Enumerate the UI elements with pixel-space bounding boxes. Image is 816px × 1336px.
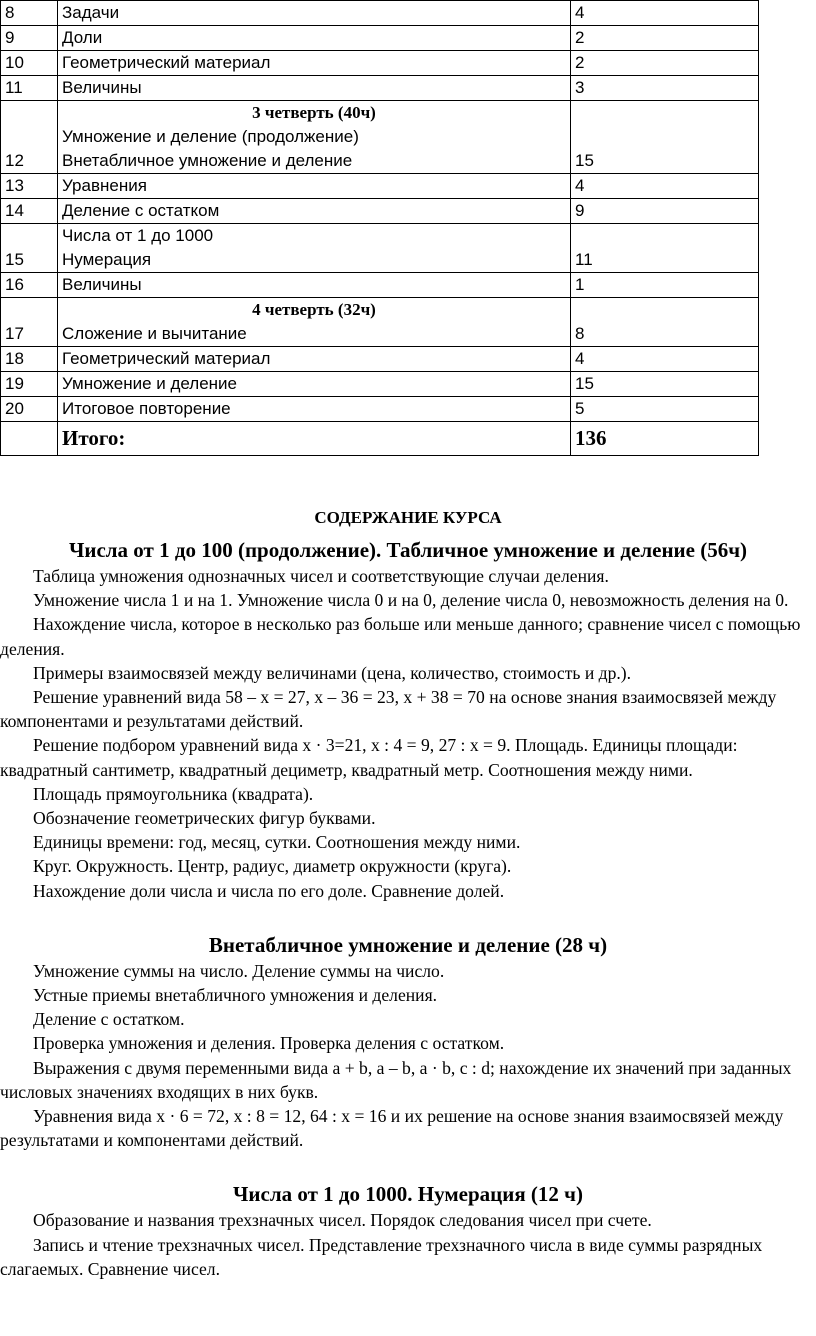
table-row: [1, 397, 759, 422]
section-heading: Числа от 1 до 100 (продолжение). Табличное умножение и деление (56ч): [68, 538, 748, 562]
row-topic: [58, 273, 571, 298]
table-row: [1, 51, 759, 76]
paragraph: Выражения с двумя переменными вида а + b, а – b, а · b, с : d; нахождение их значений при заданных числовых значениях входящих в них букв.: [0, 1057, 792, 1102]
section-title: СОДЕРЖАНИЕ КУРСА: [314, 508, 502, 527]
table-row: [1, 26, 759, 51]
row-number: 15: [1, 224, 58, 273]
paragraph: Устные приемы внетабличного умножения и деления.: [33, 985, 438, 1006]
table-row: [1, 347, 759, 372]
paragraph: Образование и названия трехзначных чисел. Порядок следования чисел при счете.: [33, 1210, 652, 1231]
row-hours: 15: [571, 372, 759, 397]
row-number: 10: [1, 51, 58, 76]
total-label-cell: [58, 422, 571, 456]
paragraph: Запись и чтение трехзначных чисел. Представление трехзначного числа в виде суммы разрядных слагаемых. Сравнение чисел.: [0, 1234, 763, 1279]
hours-table-body: [1, 1, 759, 422]
row-hours: 4: [571, 174, 759, 199]
topic-line: Доли: [62, 28, 103, 47]
total-label: Итого:: [62, 425, 126, 450]
row-hours: 15: [571, 101, 759, 174]
table-row: [1, 76, 759, 101]
topic-line: Нумерация: [62, 250, 152, 269]
row-number: 12: [1, 101, 58, 174]
course-content: [0, 506, 816, 1281]
row-number: 11: [1, 76, 58, 101]
row-number: 16: [1, 273, 58, 298]
paragraph: Единицы времени: год, месяц, сутки. Соотношения между ними.: [33, 832, 521, 853]
topic-line: Величины: [62, 78, 142, 97]
row-number: 9: [1, 26, 58, 51]
topic-line: Умножение и деление: [62, 374, 238, 393]
row-topic: [58, 347, 571, 372]
row-hours: 1: [571, 273, 759, 298]
row-number: 14: [1, 199, 58, 224]
topic-line: Умножение и деление (продолжение): [62, 127, 359, 146]
row-number: 20: [1, 397, 58, 422]
sections-container: [0, 536, 816, 1281]
paragraph: Решение уравнений вида 58 – х = 27, х – 36 = 23, х + 38 = 70 на основе знания взаимосвязей между компонентами и результатами действий.: [0, 687, 777, 732]
table-row: [1, 199, 759, 224]
topic-line: Задачи: [62, 3, 120, 22]
row-hours: 8: [571, 298, 759, 347]
row-hours: 2: [571, 51, 759, 76]
table-row: [1, 298, 759, 347]
row-number: 13: [1, 174, 58, 199]
row-hours: 3: [571, 76, 759, 101]
paragraph: Нахождение числа, которое в несколько раз больше или меньше данного; сравнение чисел с помощью деления.: [0, 614, 801, 659]
topic-line: Деление с остатком: [62, 201, 220, 220]
table-row: [1, 372, 759, 397]
total-value-cell: [571, 422, 759, 456]
row-number: 19: [1, 372, 58, 397]
row-topic: [58, 101, 571, 174]
total-num-cell: [1, 422, 58, 456]
paragraph: Проверка умножения и деления. Проверка деления с остатком.: [33, 1033, 505, 1054]
table-row: [1, 1, 759, 26]
row-number: 8: [1, 1, 58, 26]
paragraph: Решение подбором уравнений вида х · 3=21, х : 4 = 9, 27 : х = 9. Площадь. Единицы площади: квадратный сантиметр, квадратный дециметр, квадратный метр. Соотношения между ними.: [0, 735, 738, 780]
row-number: 18: [1, 347, 58, 372]
paragraph: Площадь прямоугольника (квадрата).: [33, 783, 314, 804]
paragraph: Обозначение геометрических фигур буквами.: [33, 808, 376, 829]
row-topic: [58, 26, 571, 51]
paragraph: Примеры взаимосвязей между величинами (цена, количество, стоимость и др.).: [33, 662, 632, 683]
topic-line: Геометрический материал: [62, 349, 271, 368]
row-hours: 2: [571, 26, 759, 51]
table-row: [1, 101, 759, 174]
row-hours: 11: [571, 224, 759, 273]
row-topic: [58, 199, 571, 224]
section-gap: [0, 1152, 816, 1180]
quarter-heading: 3 четверть (40ч): [252, 103, 376, 122]
topic-line: Числа от 1 до 1000: [62, 226, 214, 245]
table-row: [1, 273, 759, 298]
section-gap: [0, 903, 816, 931]
row-topic: [58, 174, 571, 199]
topic-line: Сложение и вычитание: [62, 324, 247, 343]
row-topic: [58, 397, 571, 422]
paragraph: Таблица умножения однозначных чисел и соответствующие случаи деления.: [33, 566, 609, 586]
row-number: 17: [1, 298, 58, 347]
topic-line: Геометрический материал: [62, 53, 271, 72]
topic-line: Итоговое повторение: [62, 399, 231, 418]
table-row: [1, 224, 759, 273]
topic-line: Внетабличное умножение и деление: [62, 151, 353, 170]
paragraph: Умножение числа 1 и на 1. Умножение числа 0 и на 0, деление числа 0, невозможность деления на 0.: [33, 590, 789, 611]
paragraph: Умножение суммы на число. Деление суммы на число.: [33, 960, 445, 981]
row-topic: [58, 51, 571, 76]
paragraph: Деление с остатком.: [33, 1009, 185, 1030]
total-value: 136: [575, 425, 607, 450]
total-row: [1, 422, 759, 456]
quarter-heading: 4 четверть (32ч): [252, 300, 376, 319]
row-hours: 4: [571, 347, 759, 372]
row-hours: 5: [571, 397, 759, 422]
topic-line: Величины: [62, 275, 142, 294]
row-topic: [58, 224, 571, 273]
hours-table: [0, 0, 759, 456]
table-row: [1, 174, 759, 199]
row-hours: 4: [571, 1, 759, 26]
section-heading: Внетабличное умножение и деление (28 ч): [208, 932, 608, 957]
row-topic: [58, 372, 571, 397]
row-topic: [58, 298, 571, 347]
paragraph: Круг. Окружность. Центр, радиус, диаметр окружности (круга).: [33, 856, 512, 877]
topic-line: Уравнения: [62, 176, 147, 195]
paragraph: Нахождение доли числа и числа по его доле. Сравнение долей.: [33, 880, 505, 901]
row-topic: [58, 1, 571, 26]
section-heading: Числа от 1 до 1000. Нумерация (12 ч): [232, 1182, 584, 1207]
paragraph: Уравнения вида х · 6 = 72, х : 8 = 12, 64 : х = 16 и их решение на основе знания взаимосвязей между результатами и компонентами действий.: [0, 1106, 784, 1151]
row-hours: 9: [571, 199, 759, 224]
row-topic: [58, 76, 571, 101]
